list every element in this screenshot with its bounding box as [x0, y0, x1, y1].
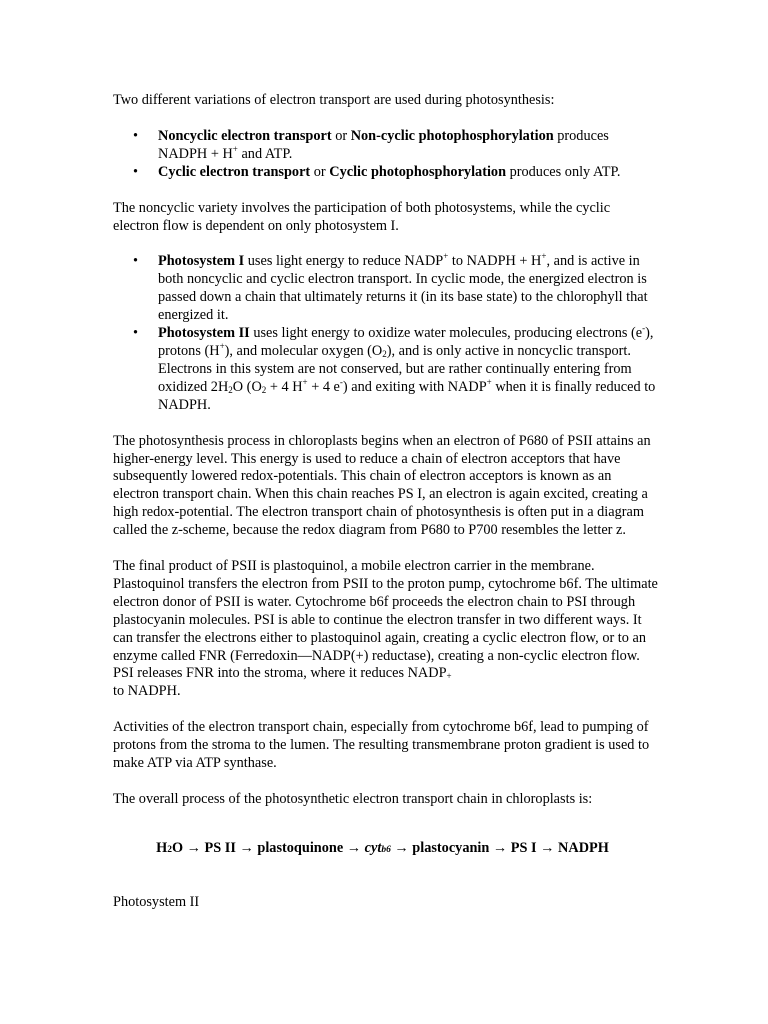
section-heading-photosystem-2: Photosystem II: [113, 893, 200, 910]
bullet-icon: [133, 164, 141, 182]
list-item-photosystem-2: • Photosystem II uses light energy to oxidize water molecules, producing electrons (e-), protons (H+), and molecular oxygen $(O_2)$, and is only active in noncyclic transport. Electrons in this system are not conserved, but are rather continually entering from oxidized $2H_2O$ ($O_2 + 4$ H+ + 4 e-) and exiting with NADP+ when it is finally reduced to NADPH.: [113, 325, 658, 415]
term-photosystem-1: Photosystem I: [158, 253, 245, 270]
overall-paragraph: The overall process of the photosynthetic electron transport chain in chloroplasts is:: [113, 791, 593, 807]
document-body: [113, 92, 658, 912]
term-noncyclic-photophosphorylation: Non-cyclic photophosphorylation: [350, 127, 554, 144]
term-cyclic-photophosphorylation: Cyclic photophosphorylation: [329, 163, 507, 180]
activities-paragraph: Activities of the electron transport chain, especially from cytochrome b6f, lead to pumping of protons from the stroma to the lumen. The resulting transmembrane proton gradient is used to make ATP via ATP synthase.: [113, 719, 650, 772]
term-photosystem-2: Photosystem II: [158, 325, 250, 342]
term-noncyclic-transport: Noncyclic electron transport: [158, 127, 332, 144]
intro-paragraph: Two different variations of electron transport are used during photosynthesis:: [113, 92, 555, 108]
final-product-paragraph: The final product of PSII is plastoquinol, a mobile electron carrier in the membrane. Plastoquinol transfers the electron from PSII to the proton pump, cytochrome b6f. The ultimate electron donor of PSII is water. Cytochrome b6f proceeds the electron chain to PSI through plastocyanin molecules. PSI is able to continue the electron transfer in two different ways. It can transfer the electrons either to plastoquinol again, creating a cyclic electron flow, or to an enzyme called FNR (Ferredoxin—NADP(+) reductase), creating a non-cyclic electron flow. PSI releases FNR into the stroma, where it reduces $NADP_+$ to NADPH.: [113, 558, 658, 700]
electron-chain-formula: H2O → PS II → plastoquinone → cytb6 → plastocyanin → PS I → NADPH: [156, 839, 609, 856]
list-item-photosystem-1: • Photosystem I uses light energy to reduce NADP+ to NADPH + H+, and is active in both noncyclic and cyclic electron transport. In cyclic mode, the energized electron is passed down a chain that ultimately returns it (in its base state) to the chlorophyll that energized it.: [113, 253, 658, 325]
bullet-icon: [133, 325, 141, 343]
list-item-cyclic: • Cyclic electron transport or Cyclic photophosphorylation produces only ATP.: [113, 164, 658, 182]
photosystems-list: [113, 253, 658, 414]
process-paragraph: The photosynthesis process in chloroplasts begins when an electron of P680 of PSII attains an higher-energy level. This energy is used to reduce a chain of electron acceptors that have subsequently lowered redox-potentials. This chain of electron acceptors is known as an electron transport chain. When this chain reaches PS I, an electron is again excited, creating a high redox-potential. The electron transport chain of photosynthesis is often put in a diagram called the z-scheme, because the redox diagram from P680 to P700 resembles the letter z.: [113, 432, 651, 539]
bullet-icon: [133, 128, 141, 146]
variations-list: [113, 128, 658, 182]
list-item-noncyclic: • Noncyclic electron transport or Non-cyclic photophosphorylation produces NADPH + H+ and ATP.: [113, 128, 658, 164]
bullet-icon: [133, 253, 141, 271]
noncyclic-paragraph: The noncyclic variety involves the participation of both photosystems, while the cyclic electron flow is dependent on only photosystem I.: [113, 199, 611, 234]
term-cyclic-transport: Cyclic electron transport: [158, 163, 311, 180]
